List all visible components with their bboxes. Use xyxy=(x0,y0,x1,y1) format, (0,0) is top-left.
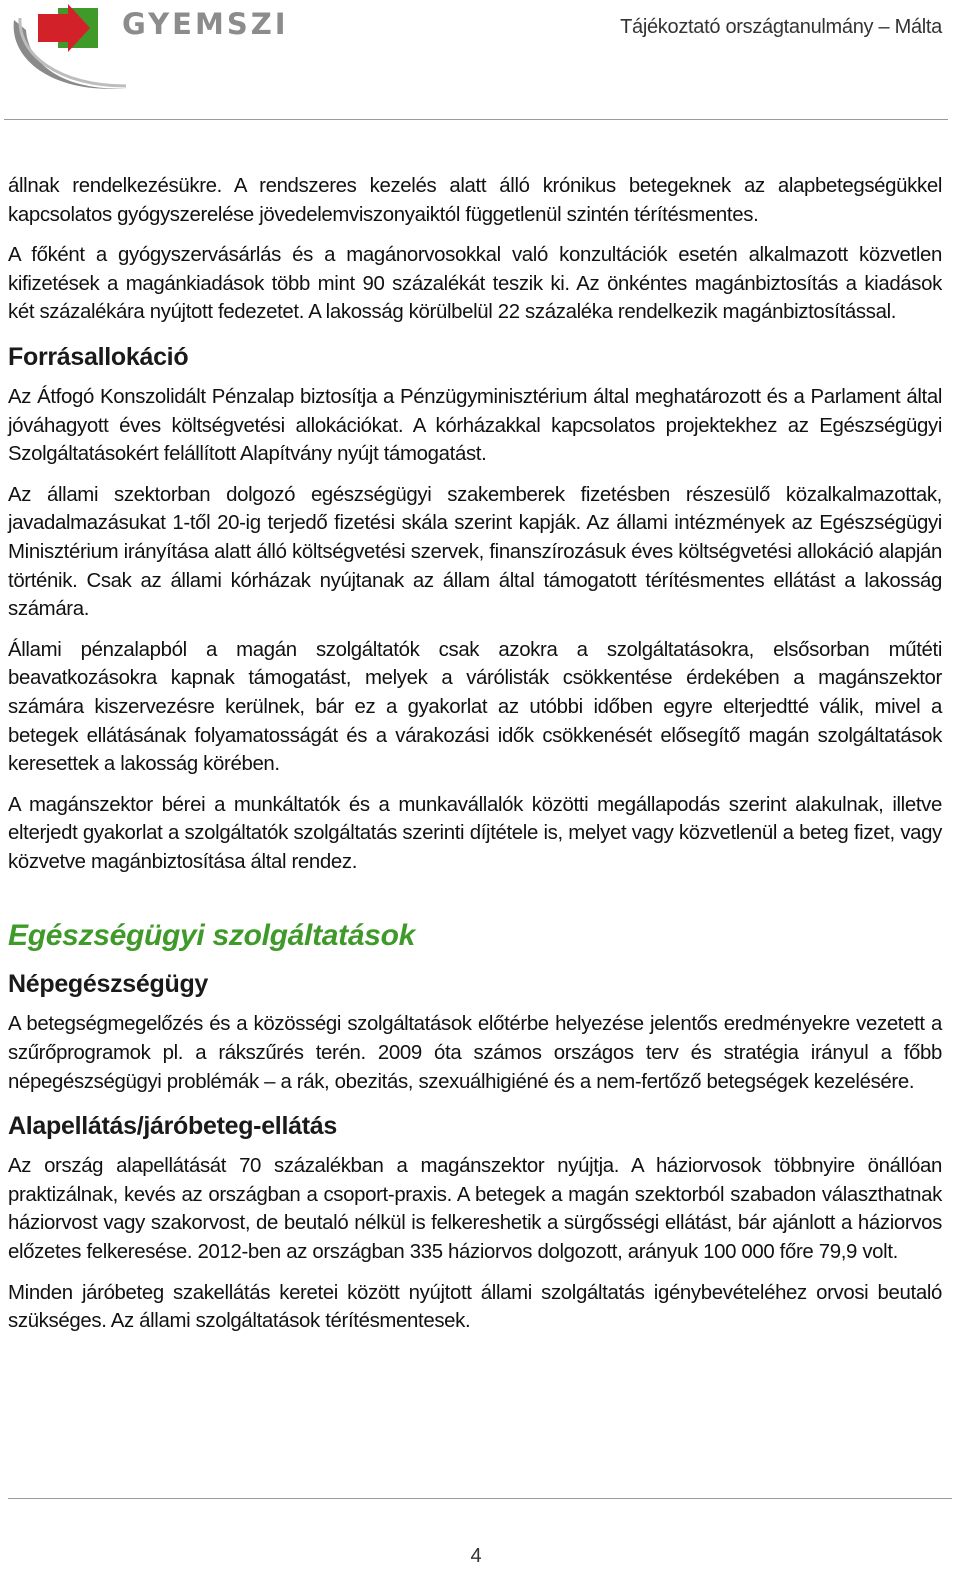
section-heading-forrasallokacio: Forrásallokáció xyxy=(8,342,189,371)
section-heading-nepegeszsegugy: Népegészségügy xyxy=(8,970,209,999)
section-heading-alapellatas: Alapellátás/járóbeteg-ellátás xyxy=(8,1112,337,1141)
paragraph: Az ország alapellátását 70 százalékban a magánszektor nyújtja. A háziorvosok többnyire önállóan praktizálnak, kevés az országban a csoport-praxis. A betegek a magán szektorból szabadon választhatnak háziorvost vagy szakorvost, de beutaló nélkül is felkereshetik a sürgősségi ellátást, bár ajánlott a háziorvos előzetes felkeresése. 2012-ben az országban 335 háziorvos dolgozott, arányuk 100 000 főre 79,9 volt. xyxy=(8,1155,942,1264)
paragraph: Az állami szektorban dolgozó egészségügyi szakemberek fizetésben részesülő közalkalmazottak, javadalmazásukat 1-től 20-ig terjedő fizetési skála szerint kapják. Az állami intézmények az Egészségügyi Minisztérium irányítása alatt álló költségvetési szervek, finanszírozásuk éves költségvetési allokáció alapján történik. Csak az állami kórházak nyújtanak az állam által támogatott térítésmentes ellátást a lakosság számára. xyxy=(8,483,942,621)
paragraph: Állami pénzalapból a magán szolgáltatók csak azokra a szolgáltatásokra, elsősorban műtéti beavatkozásokra kapnak támogatást, melyek a várólisták csökkentése érdekében a magánszektor számára kiszervezésre kerülnek, bár ez a gyakorlat az utóbbi időben egyre elterjedtté válik, mivel a betegek ellátásának folyamatosságát és a várakozási idők csökkenését elősegítő magán szolgáltatások keresettek a lakosság körében. xyxy=(8,638,942,776)
paragraph: A betegségmegelőzés és a közösségi szolgáltatások előtérbe helyezése jelentős eredményekre vezetett a szűrőprogramok pl. a rákszűrés terén. 2009 óta számos országos terv és stratégia irányul a főbb népegészségügyi problémák – a rák, obezitás, szexuálhigiéné és a nem-fertőző betegségek kezelésére. xyxy=(8,1013,942,1093)
document-title: Tájékoztató országtanulmány – Málta xyxy=(620,16,942,38)
footer-divider xyxy=(8,1498,952,1499)
paragraph: Minden járóbeteg szakellátás keretei között nyújtott állami szolgáltatás igénybevételéhez orvosi beutaló szükséges. Az állami szolgáltatások térítésmentesek. xyxy=(8,1281,942,1333)
paragraph: A magánszektor bérei a munkáltatók és a munkavállalók közötti megállapodás szerint alakulnak, illetve elterjedt gyakorlat a szolgáltatók szolgáltatás szerinti díjtétele is, melyet vagy közvetlenül a beteg fizet, vagy közvetve magánbiztosítása által rendez. xyxy=(8,793,942,873)
page-header xyxy=(0,0,960,122)
header-divider xyxy=(4,119,948,120)
chapter-heading-egeszsegugyi-szolgaltatasok: Egészségügyi szolgáltatások xyxy=(8,919,416,953)
paragraph: Az Átfogó Konszolidált Pénzalap biztosítja a Pénzügyminisztérium által meghatározott és a Parlament által jóváhagyott éves költségvetési allokációkat. A kórházakkal kapcsolatos projektekhez az Egészségügyi Szolgáltatásokért felállított Alapítvány nyújt támogatást. xyxy=(8,385,942,466)
gyemszi-logo xyxy=(4,0,304,100)
svg-text:GYEMSZI: GYEMSZI xyxy=(122,7,289,41)
paragraph: A főként a gyógyszervásárlás és a magánorvosokkal való konzultációk esetén alkalmazott közvetlen kifizetések a magánkiadások több mint 90 százalékát teszik ki. Az önkéntes magánbiztosítás a kiadások két százalékára nyújtott fedezetet. A lakosság körülbelül 22 százaléka rendelkezik magánbiztosítással. xyxy=(8,244,942,324)
paragraph: állnak rendelkezésükre. A rendszeres kezelés alatt álló krónikus betegeknek az alapbetegségükkel kapcsolatos gyógyszerelése jövedelemviszonyaiktól függetlenül szintén térítésmentes. xyxy=(8,175,942,226)
page-number: 4 xyxy=(470,1545,482,1567)
document-body xyxy=(8,172,942,1348)
